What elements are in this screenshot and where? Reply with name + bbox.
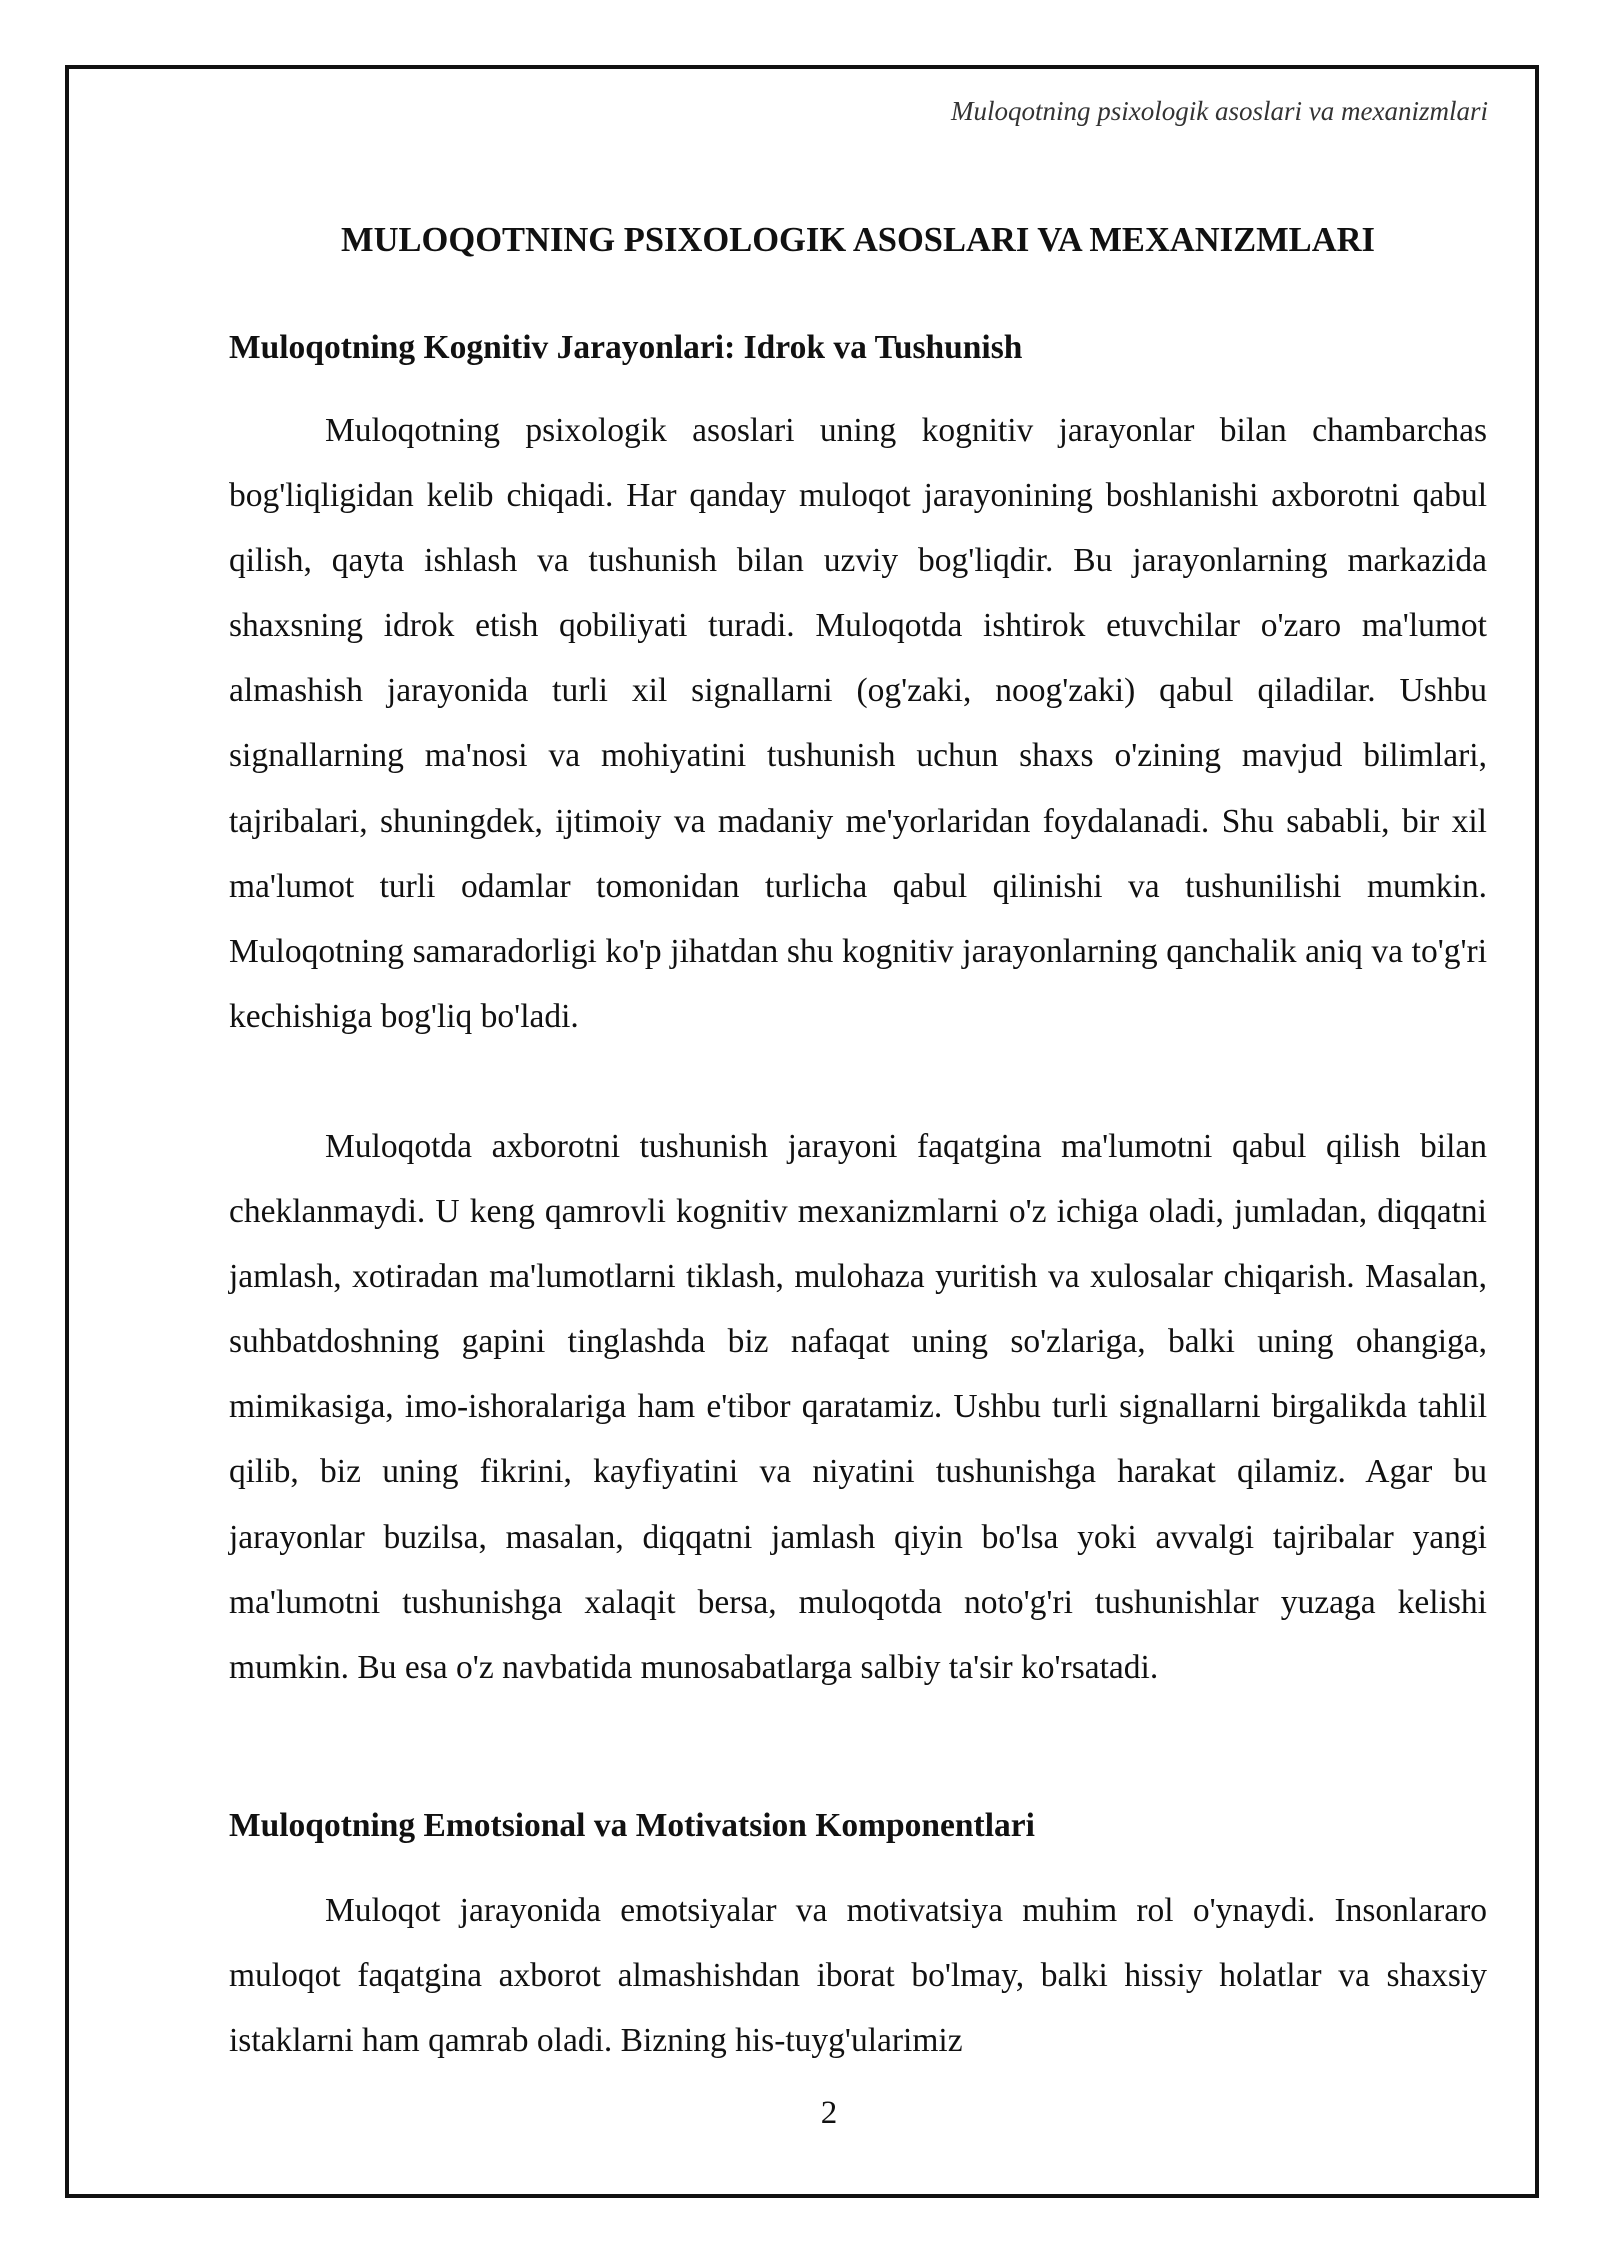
section-heading-kognitiv: Muloqotning Kognitiv Jarayonlari: Idrok va Tushunish	[229, 329, 1023, 366]
running-header: Muloqotning psixologik asoslari va mexanizmlari	[951, 96, 1488, 126]
paragraph: Muloqotda axborotni tushunish jarayoni faqatgina ma'lumotni qabul qilish bilan cheklanmaydi. U keng qamrovli kognitiv mexanizmlarni o'z ichiga oladi, jumladan, diqqatni jamlash, xotiradan ma'lumotlarni tiklash, mulohaza yuritish va xulosalar chiqarish. Masalan, suhbatdoshning gapini tinglashda biz nafaqat uning so'zlariga, balki uning ohangiga, mimikasiga, imo-ishoralariga ham e'tibor qaratamiz. Ushbu turli signallarni birgalikda tahlil qilib, biz uning fikrini, kayfiyatini va niyatini tushunishga harakat qilamiz. Agar bu jarayonlar buzilsa, masalan, diqqatni jamlash qiyin bo'lsa yoki avvalgi tajribalar yangi ma'lumotni tushunishga xalaqit bersa, muloqotda noto'g'ri tushunishlar yuzaga kelishi mumkin. Bu esa o'z navbatida munosabatlarga salbiy ta'sir ko'rsatadi.	[229, 1128, 1487, 1686]
document-title: MULOQOTNING PSIXOLOGIK ASOSLARI VA MEXANIZMLARI	[341, 221, 1375, 259]
paragraph: Muloqot jarayonida emotsiyalar va motivatsiya muhim rol o'ynaydi. Insonlararo muloqot faqatgina axborot almashishdan iborat bo'lmay, balki hissiy holatlar va shaxsiy istaklarni ham qamrab oladi. Bizning his-tuyg'ularimiz	[229, 1892, 1487, 2060]
section-heading-emotsional: Muloqotning Emotsional va Motivatsion Komponentlari	[229, 1807, 1035, 1844]
paragraph: Muloqotning psixologik asoslari uning kognitiv jarayonlar bilan chambarchas bog'liqligidan kelib chiqadi. Har qanday muloqot jarayonining boshlanishi axborotni qabul qilish, qayta ishlash va tushunish bilan uzviy bog'liqdir. Bu jarayonlarning markazida shaxsning idrok etish qobiliyati turadi. Muloqotda ishtirok etuvchilar o'zaro ma'lumot almashish jarayonida turli xil signallarni (og'zaki, noog'zaki) qabul qiladilar. Ushbu signallarning ma'nosi va mohiyatini tushunish uchun shaxs o'zining mavjud bilimlari, tajribalari, shuningdek, ijtimoiy va madaniy me'yorlaridan foydalanadi. Shu sababli, bir xil ma'lumot turli odamlar tomonidan turlicha qabul qilinishi va tushunilishi mumkin. Muloqotning samaradorligi ko'p jihatdan shu kognitiv jarayonlarning qanchalik aniq va to'g'ri kechishiga bog'liq bo'ladi.	[229, 412, 1487, 1035]
page-number: 2	[820, 2095, 838, 2131]
